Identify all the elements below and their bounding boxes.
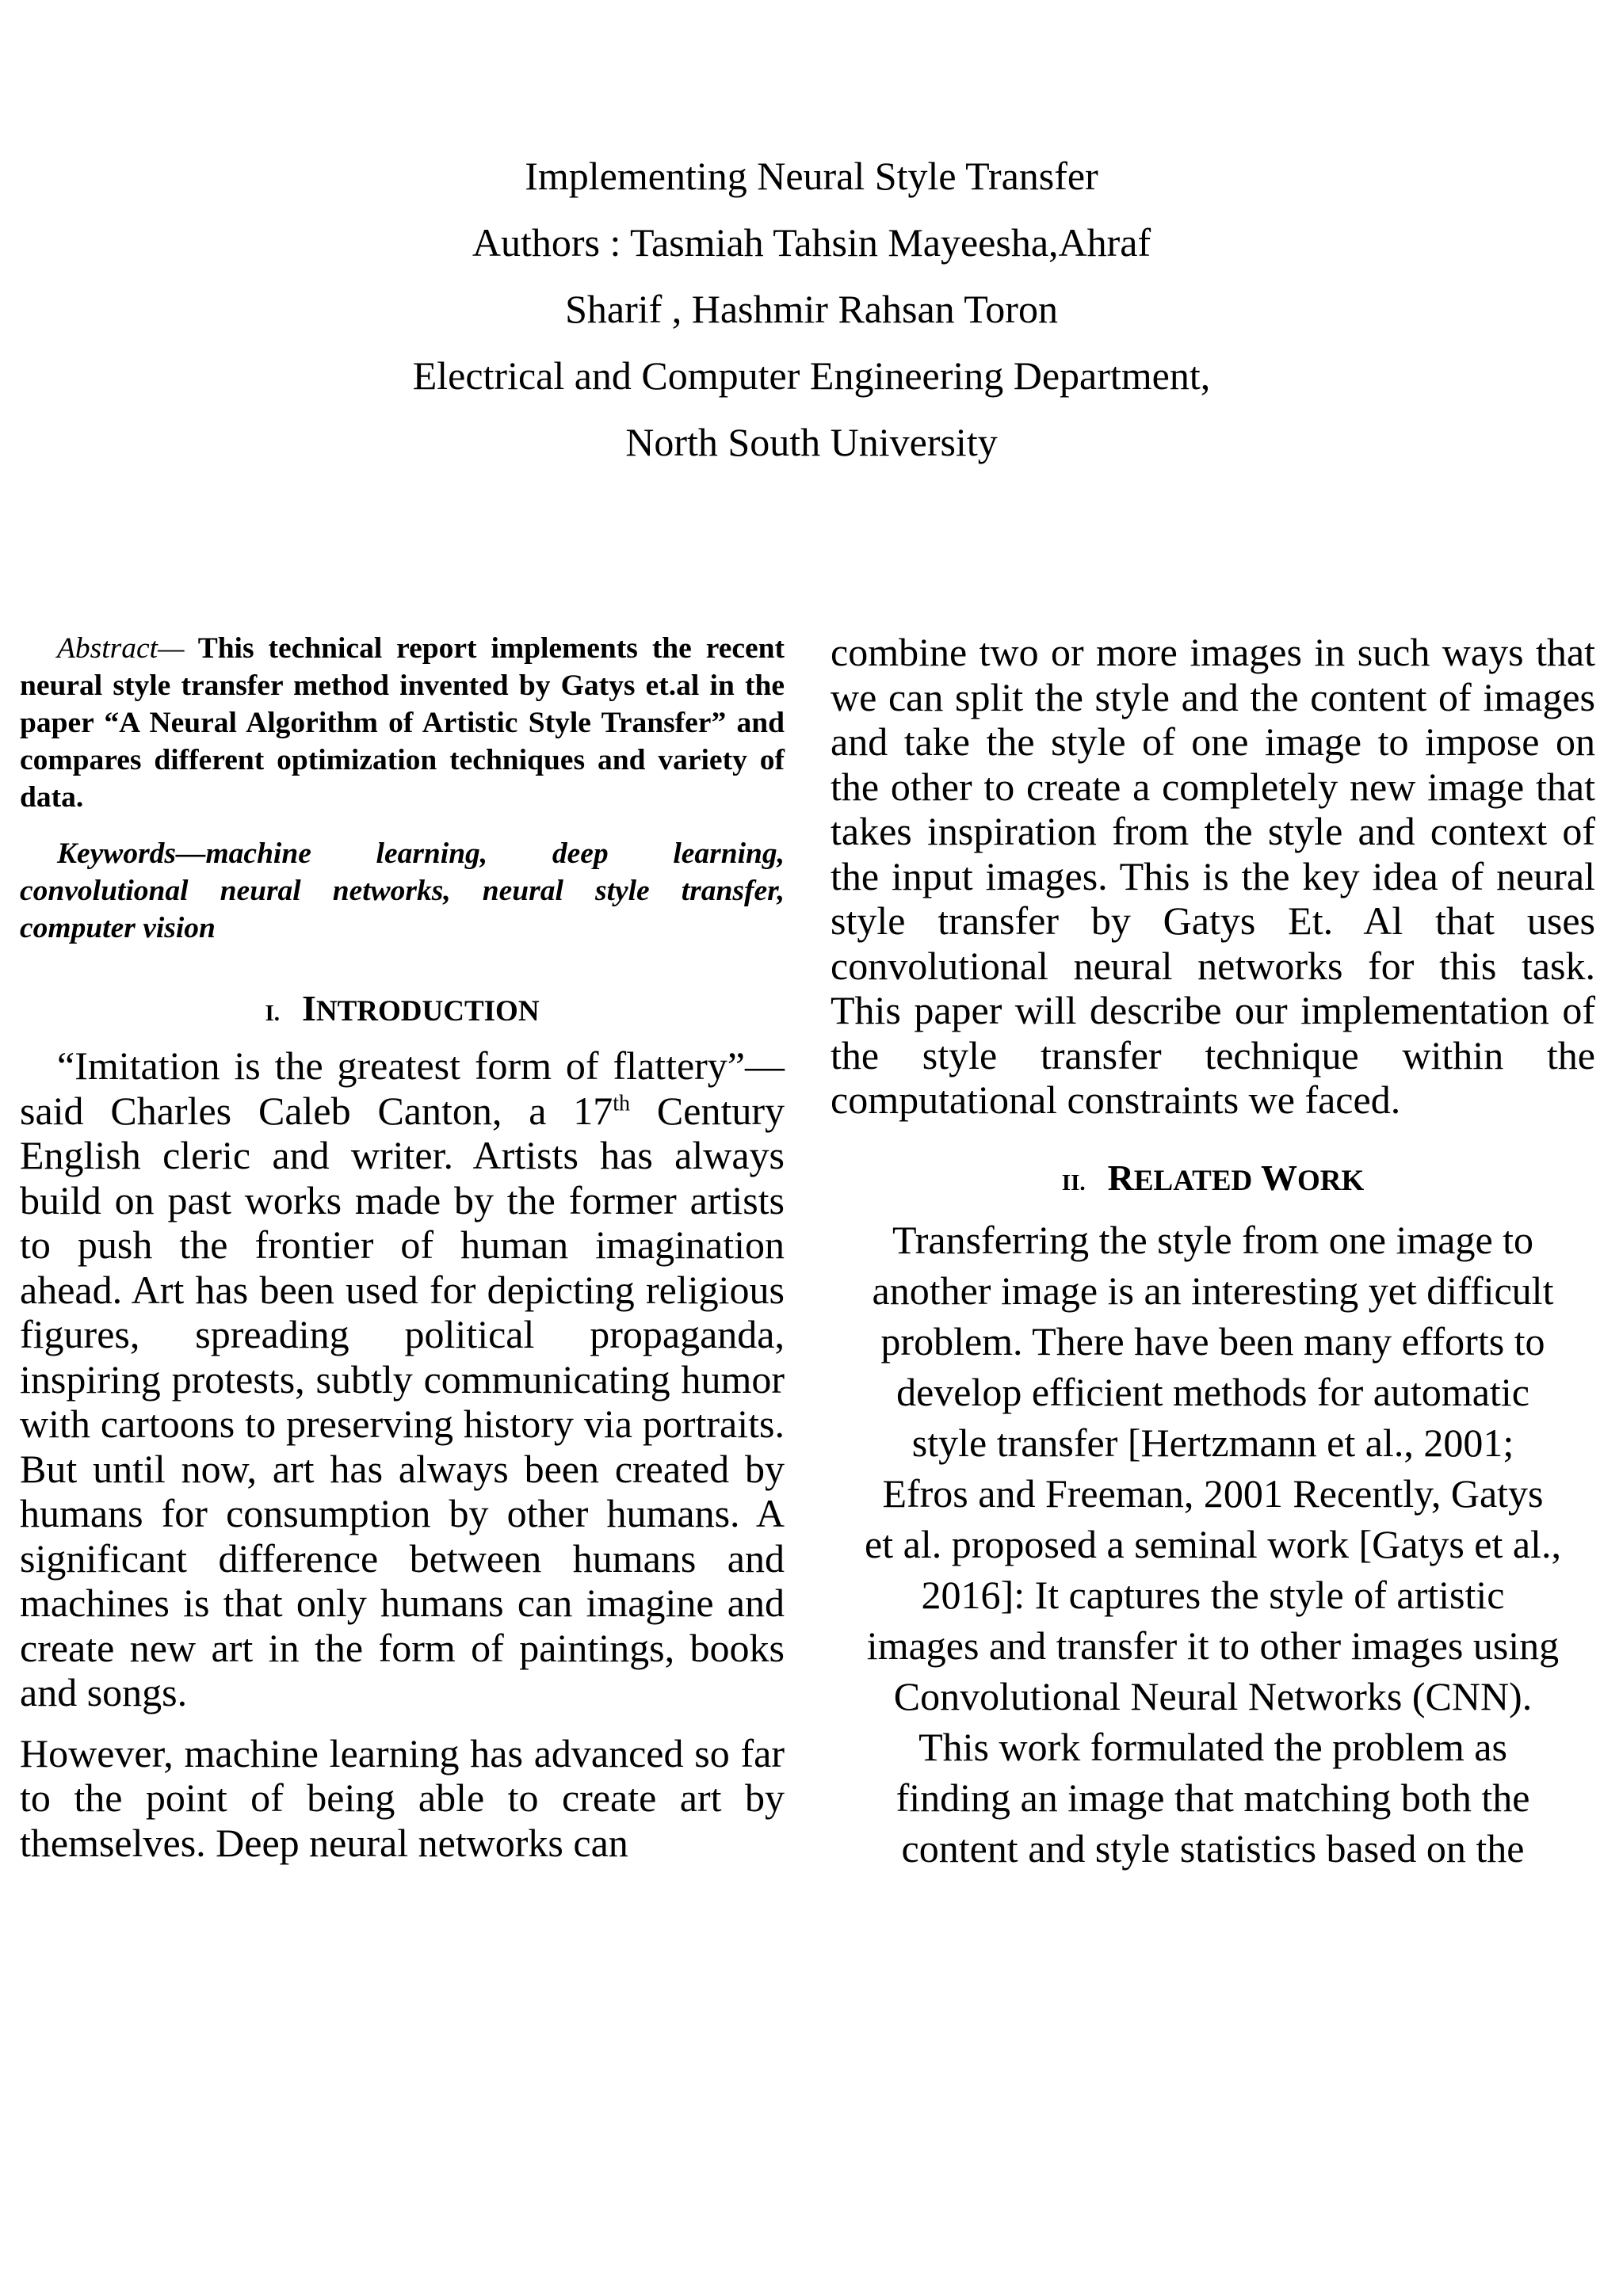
related-line: images and transfer it to other images using xyxy=(866,1623,1560,1668)
introduction-number: I. xyxy=(265,1001,280,1026)
left-column xyxy=(20,630,785,1865)
related-line: et al. proposed a seminal work [Gatys et al., xyxy=(865,1521,1561,1566)
related-line: develop efficient methods for automatic xyxy=(896,1369,1529,1414)
introduction-paragraph-2: However, machine learning has advanced so far to the point of being able to create art by themselves. Deep neural networks can xyxy=(20,1730,785,1865)
introduction-heading: I. INTRODUCTION xyxy=(265,988,540,1028)
related-work-text xyxy=(831,1215,1595,1874)
related-line: finding an image that matching both the xyxy=(896,1775,1530,1820)
related-line: style transfer [Hertzmann et al., 2001; xyxy=(911,1420,1514,1465)
introduction-paragraph-1: “Imitation is the greatest form of flattery”—said Charles Caleb Canton, a 17th Century English cleric and writer. Artists has always build on past works made by the former artists to push the frontier of human imagination ahead. Art has been used for depicting religious figures, spreading political propaganda, inspiring protests, subtly communicating humor with cartoons to preserving history via portraits. But until now, art has always been created by humans for consumption by other humans. A significant difference between humans and machines is that only humans can imagine and create new art in the form of paintings, books and songs. xyxy=(20,1043,785,1714)
paper-title: Implementing Neural Style Transfer xyxy=(525,154,1098,198)
right-column xyxy=(831,630,1595,1874)
introduction-continuation: combine two or more images in such ways that we can split the style and the content of images and take the style of one image to impose on the other to create a completely new image that takes inspiration from the style and context of the input images. This is the key idea of neural style transfer by Gatys Et. Al that uses convolutional neural networks for this task. This paper will describe our implementation of the style transfer technique within the computational constraints we faced. xyxy=(831,630,1595,1122)
related-line: content and style statistics based on the xyxy=(901,1825,1525,1871)
abstract xyxy=(20,630,785,816)
related-work-number: II. xyxy=(1061,1169,1086,1196)
related-line: Efros and Freeman, 2001 Recently, Gatys xyxy=(882,1470,1544,1516)
authors-line-1: Authors : Tasmiah Tahsin Mayeesha,Ahraf xyxy=(472,220,1151,265)
related-line: another image is an interesting yet difficult xyxy=(872,1268,1554,1313)
affiliation-line-2: North South University xyxy=(625,420,998,464)
related-work-heading: II. RELATED WORK xyxy=(1061,1157,1365,1198)
abstract-text: This technical report implements the recent neural style transfer method invented by Gatys et.al in the paper “A Neural Algorithm of Artistic Style Transfer” and compares different optimization techniques and variety of data. xyxy=(20,632,785,814)
keywords: Keywords—machine learning, deep learning, convolutional neural networks, neural style transfer, computer vision xyxy=(20,837,785,944)
authors-line-2: Sharif , Hashmir Rahsan Toron xyxy=(565,287,1058,331)
related-line: problem. There have been many efforts to xyxy=(880,1318,1545,1363)
related-line: Convolutional Neural Networks (CNN). xyxy=(893,1673,1533,1718)
related-line: 2016]: It captures the style of artistic xyxy=(921,1572,1505,1617)
related-line: This work formulated the problem as xyxy=(918,1724,1507,1769)
title-block xyxy=(0,143,1623,475)
superscript-th: th xyxy=(613,1090,631,1116)
related-line: Transferring the style from one image to xyxy=(892,1217,1534,1262)
abstract-label: Abstract— xyxy=(57,632,185,665)
affiliation-line-1: Electrical and Computer Engineering Department, xyxy=(412,353,1211,398)
